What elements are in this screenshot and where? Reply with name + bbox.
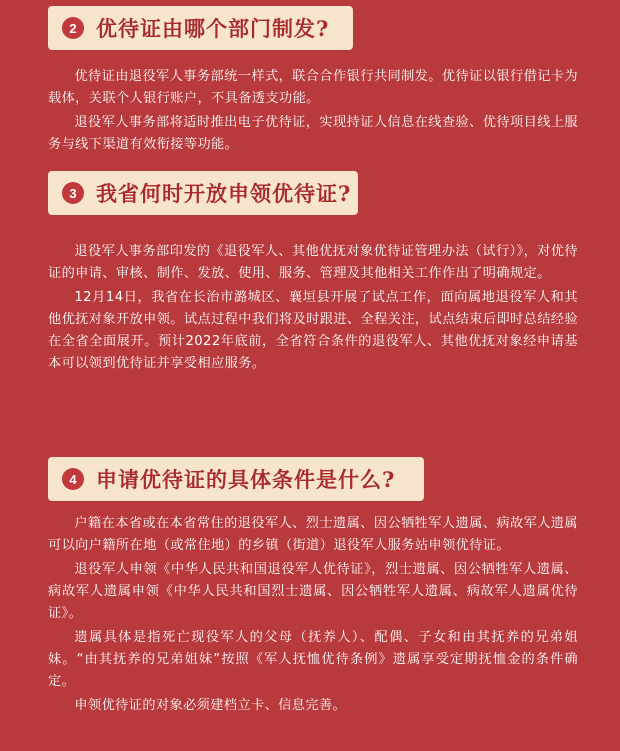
section-3-header: [48, 171, 358, 215]
paragraph: 退役军人事务部印发的《退役军人、其他优抚对象优待证管理办法（试行）》，对优待证的申请、审核、制作、发放、使用、服务、管理及其他相关工作作出了明确规定。: [48, 244, 578, 281]
section-2-header: [48, 6, 353, 50]
paragraph: 退役军人申领《中华人民共和国退役军人优待证》，烈士遗属、因公牺牲军人遗属、病故军人遗属申领《中华人民共和国烈士遗属、因公牺牲军人遗属、病故军人遗属优待证》。: [48, 562, 578, 621]
paragraph: 户籍在本省或在本省常住的退役军人、烈士遗属、因公牺牲军人遗属、病故军人遗属可以向户籍所在地（或常住地）的乡镇（街道）退役军人服务站申领优待证。: [48, 516, 578, 553]
paragraph: 退役军人事务部将适时推出电子优待证，实现持证人信息在线查验、优待项目线上服务与线下渠道有效衔接等功能。: [48, 115, 578, 152]
section-title: 我省何时开放申领优待证?: [96, 181, 352, 206]
section-number-badge: 4: [62, 468, 84, 490]
section-3-body: [48, 241, 578, 377]
section-title: 优待证由哪个部门制发?: [96, 16, 330, 41]
section-4-header: [48, 457, 424, 501]
paragraph: 遗属具体是指死亡现役军人的父母（抚养人）、配偶、子女和由其抚养的兄弟姐妹。“由其抚养的兄弟姐妹”按照《军人抚恤优待条例》遗属享受定期抚恤金的条件确定。: [48, 630, 578, 689]
paragraph: 12月14日，我省在长治市潞城区、襄垣县开展了试点工作，面向属地退役军人和其他优抚对象开放申领。试点过程中我们将及时跟进、全程关注，试点结束后即时总结经验在全省全面展开。预计2022年底前，全省符合条件的退役军人、其他优抚对象经申请基本可以领到优待证并享受相应服务。: [48, 290, 578, 371]
paragraph: 优待证由退役军人事务部统一样式，联合合作银行共同制发。优待证以银行借记卡为载体，关联个人银行账户，不具备透支功能。: [48, 69, 578, 106]
section-4-body: [48, 513, 578, 719]
section-2-body: [48, 66, 578, 158]
section-number-badge: 2: [62, 17, 84, 39]
section-number-badge: 3: [62, 182, 84, 204]
section-title: 申请优待证的具体条件是什么?: [96, 467, 396, 492]
paragraph: 申领优待证的对象必须建档立卡、信息完善。: [74, 698, 347, 713]
